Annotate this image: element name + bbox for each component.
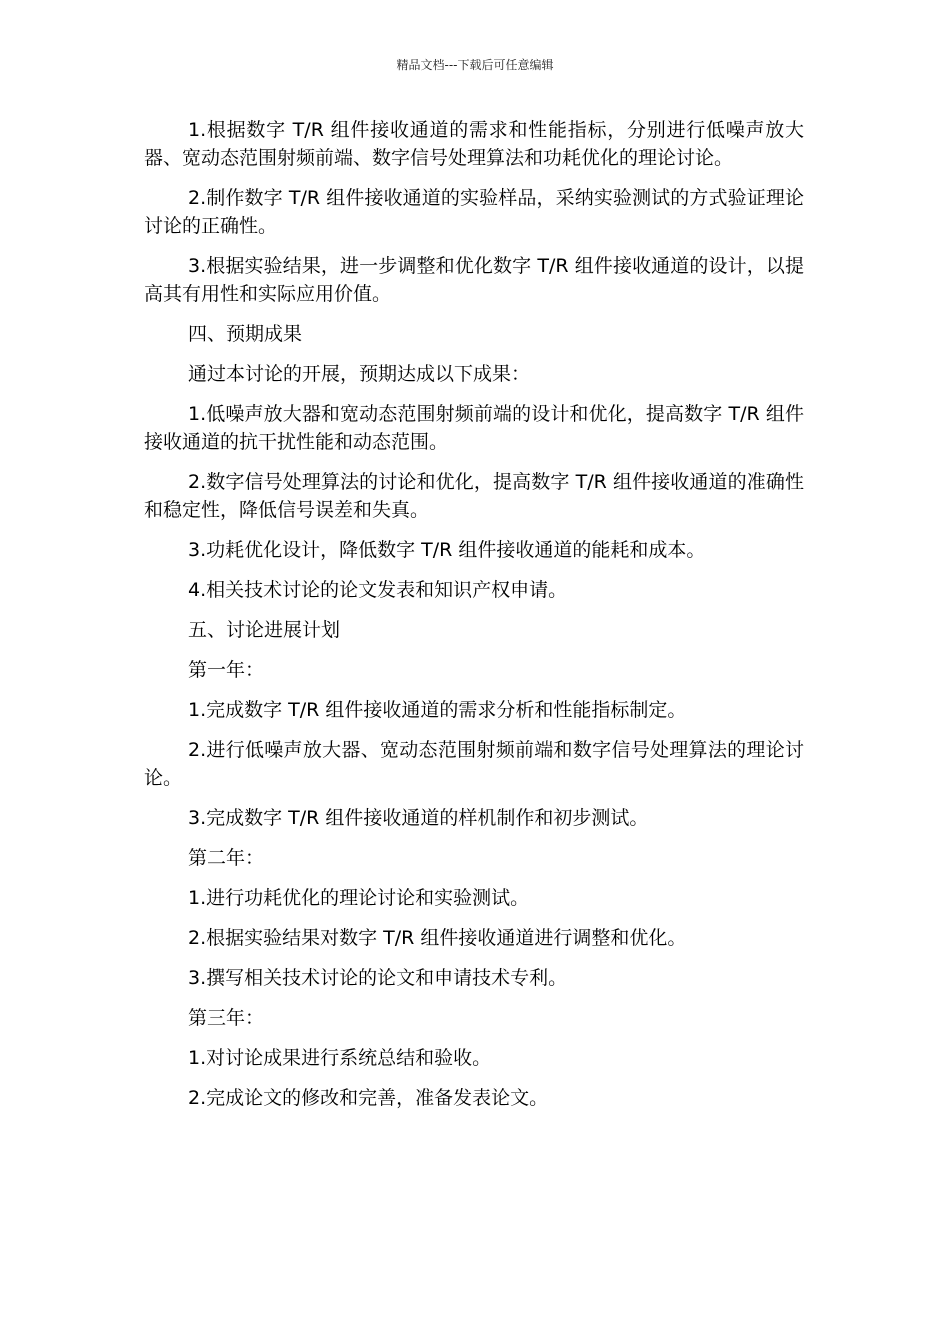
section-heading-progress-plan: 五、讨论进展计划 bbox=[188, 619, 341, 641]
paragraph-method-3: 3.根据实验结果，进一步调整和优化数字 T/R 组件接收通道的设计，以提高其有用性和实际应用价值。 bbox=[144, 255, 804, 305]
paragraph-year2-item-2: 2.根据实验结果对数字 T/R 组件接收通道进行调整和优化。 bbox=[188, 927, 687, 949]
document-body bbox=[144, 116, 804, 1124]
paragraph-year3-item-1: 1.对讨论成果进行系统总结和验收。 bbox=[188, 1047, 492, 1069]
paragraph-method-1: 1.根据数字 T/R 组件接收通道的需求和性能指标，分别进行低噪声放大器、宽动态范围射频前端、数字信号处理算法和功耗优化的理论讨论。 bbox=[144, 119, 804, 169]
paragraph-result-2: 2.数字信号处理算法的讨论和优化，提高数字 T/R 组件接收通道的准确性和稳定性，降低信号误差和失真。 bbox=[144, 471, 804, 521]
paragraph-year1-item-1: 1.完成数字 T/R 组件接收通道的需求分析和性能指标制定。 bbox=[188, 699, 687, 721]
paragraph-year1-item-2: 2.进行低噪声放大器、宽动态范围射频前端和数字信号处理算法的理论讨论。 bbox=[144, 739, 804, 789]
year-label-third: 第三年： bbox=[188, 1007, 265, 1029]
paragraph-year2-item-1: 1.进行功耗优化的理论讨论和实验测试。 bbox=[188, 887, 530, 909]
paragraph-year1-item-3: 3.完成数字 T/R 组件接收通道的样机制作和初步测试。 bbox=[188, 807, 649, 829]
section-heading-expected-results: 四、预期成果 bbox=[188, 323, 303, 345]
paragraph-year2-item-3: 3.撰写相关技术讨论的论文和申请技术专利。 bbox=[188, 967, 568, 989]
paragraph-result-4: 4.相关技术讨论的论文发表和知识产权申请。 bbox=[188, 579, 568, 601]
paragraph-result-3: 3.功耗优化设计，降低数字 T/R 组件接收通道的能耗和成本。 bbox=[188, 539, 706, 561]
paragraph-results-intro: 通过本讨论的开展，预期达成以下成果： bbox=[188, 363, 531, 385]
paragraph-year3-item-2: 2.完成论文的修改和完善，准备发表论文。 bbox=[188, 1087, 549, 1109]
page-header: 精品文档---下载后可任意编辑 bbox=[396, 58, 554, 72]
year-label-first: 第一年： bbox=[188, 659, 265, 681]
paragraph-method-2: 2.制作数字 T/R 组件接收通道的实验样品，采纳实验测试的方式验证理论讨论的正确性。 bbox=[144, 187, 804, 237]
paragraph-result-1: 1.低噪声放大器和宽动态范围射频前端的设计和优化，提高数字 T/R 组件接收通道的抗干扰性能和动态范围。 bbox=[144, 403, 804, 453]
year-label-second: 第二年： bbox=[188, 847, 265, 869]
